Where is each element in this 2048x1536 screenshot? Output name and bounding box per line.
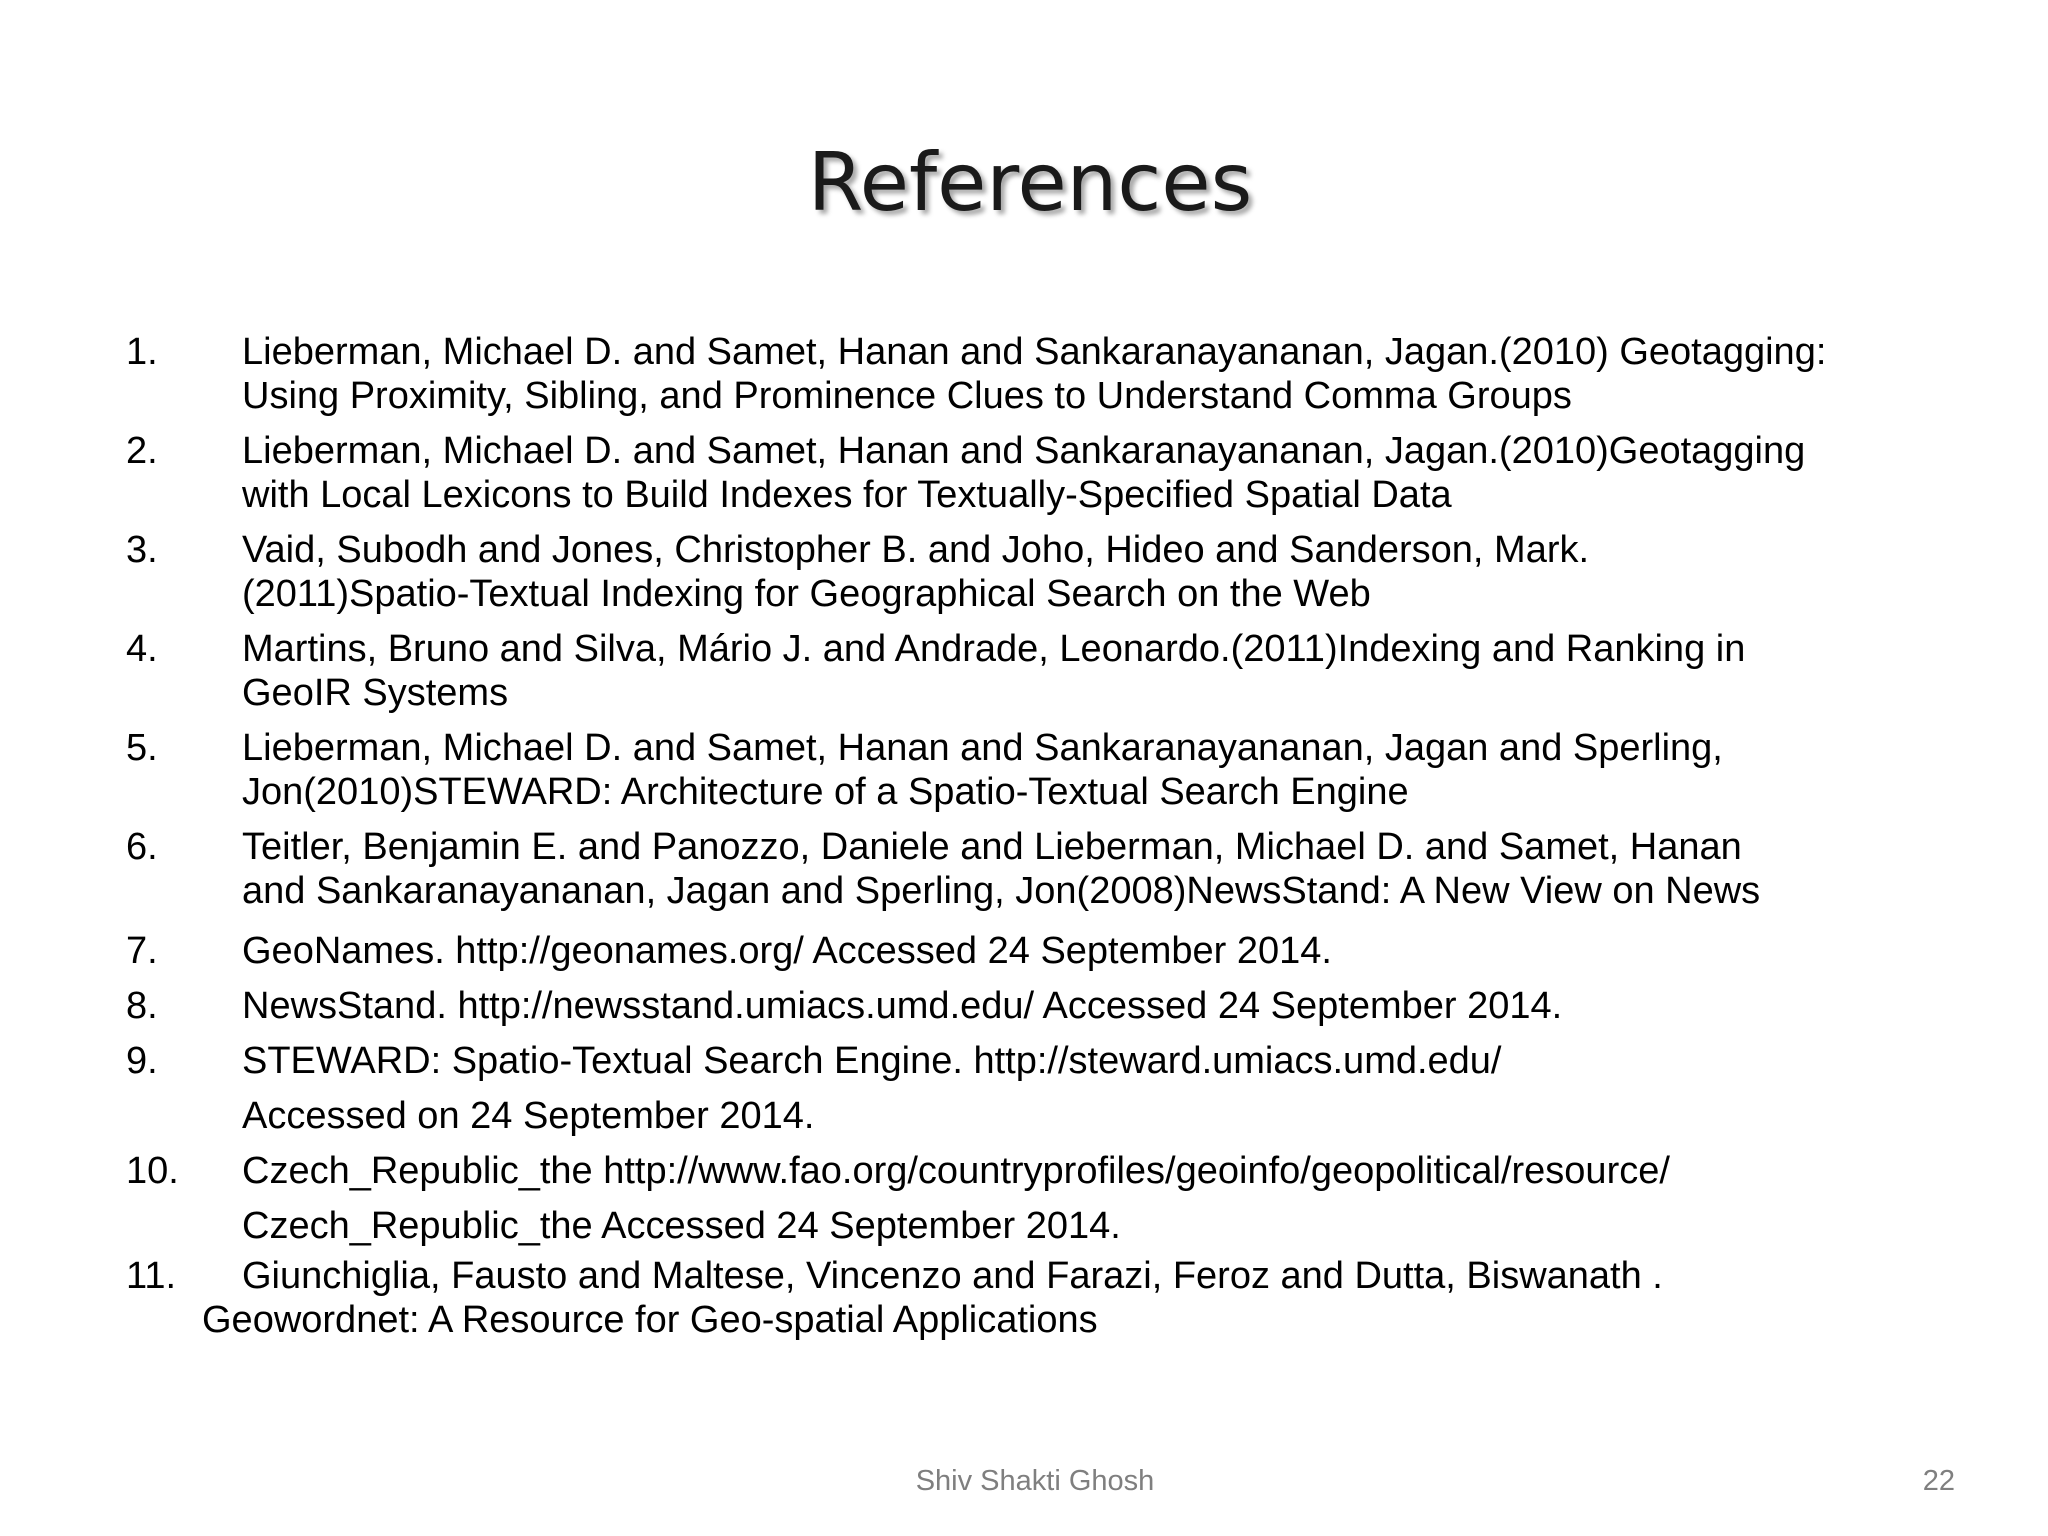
reference-list <box>126 330 1976 1353</box>
reference-item-11 <box>126 1254 1976 1342</box>
reference-text-line: GeoNames. http://geonames.org/ Accessed 24 September 2014. <box>242 930 1332 972</box>
reference-text-line: with Local Lexicons to Build Indexes for Textually-Specified Spatial Data <box>242 474 1452 516</box>
reference-text-line: Czech_Republic_the Accessed 24 September 2014. <box>242 1205 1121 1247</box>
reference-number: 9. <box>126 1040 158 1082</box>
reference-text-line: Giunchiglia, Fausto and Maltese, Vincenzo and Farazi, Feroz and Dutta, Biswanath . <box>242 1255 1663 1297</box>
reference-text-line: Czech_Republic_the http://www.fao.org/countryprofiles/geoinfo/geopolitical/resource/ <box>242 1150 1670 1192</box>
reference-item-3 <box>126 528 1976 616</box>
reference-text-line: Lieberman, Michael D. and Samet, Hanan and Sankaranayananan, Jagan.(2010) Geotagging: <box>242 331 1827 373</box>
reference-text-line: Jon(2010)STEWARD: Architecture of a Spatio-Textual Search Engine <box>242 771 1409 813</box>
reference-number: 2. <box>126 430 158 472</box>
slide-number: 22 <box>1922 1465 1955 1497</box>
slide-title: References <box>807 136 1253 229</box>
reference-number: 8. <box>126 985 158 1027</box>
reference-item-8 <box>126 979 1976 1034</box>
reference-item-6 <box>126 825 1976 913</box>
reference-text-line: NewsStand. http://newsstand.umiacs.umd.edu/ Accessed 24 September 2014. <box>242 985 1563 1027</box>
reference-number: 7. <box>126 930 158 972</box>
reference-number: 6. <box>126 826 158 868</box>
slide-footer <box>0 1465 2048 1505</box>
reference-item-4 <box>126 627 1976 715</box>
reference-number: 4. <box>126 628 158 670</box>
reference-number: 1. <box>126 331 158 373</box>
reference-text-line: STEWARD: Spatio-Textual Search Engine. http://steward.umiacs.umd.edu/ <box>242 1040 1502 1082</box>
reference-text-line: GeoIR Systems <box>242 672 509 714</box>
reference-text-line: Teitler, Benjamin E. and Panozzo, Daniele and Lieberman, Michael D. and Samet, Hanan <box>242 826 1742 868</box>
reference-item-5 <box>126 726 1976 814</box>
reference-text-line: and Sankaranayananan, Jagan and Sperling, Jon(2008)NewsStand: A New View on News <box>242 870 1761 912</box>
reference-text-line: Vaid, Subodh and Jones, Christopher B. and Joho, Hideo and Sanderson, Mark. <box>242 529 1590 571</box>
reference-item-10 <box>126 1144 1976 1254</box>
reference-text-line: Lieberman, Michael D. and Samet, Hanan and Sankaranayananan, Jagan and Sperling, <box>242 727 1723 769</box>
reference-number: 11. <box>126 1255 177 1297</box>
reference-item-2 <box>126 429 1976 517</box>
reference-text-line: (2011)Spatio-Textual Indexing for Geographical Search on the Web <box>242 573 1371 615</box>
reference-text-line: Accessed on 24 September 2014. <box>242 1095 815 1137</box>
reference-text-line: Using Proximity, Sibling, and Prominence Clues to Understand Comma Groups <box>242 375 1572 417</box>
reference-number: 3. <box>126 529 158 571</box>
reference-item-7 <box>126 924 1976 979</box>
reference-text-line: Geowordnet: A Resource for Geo-spatial Applications <box>202 1299 1098 1341</box>
reference-number: 10. <box>126 1150 179 1192</box>
reference-item-1 <box>126 330 1976 418</box>
reference-number: 5. <box>126 727 158 769</box>
reference-text-line: Lieberman, Michael D. and Samet, Hanan and Sankaranayananan, Jagan.(2010)Geotagging <box>242 430 1806 472</box>
reference-text-line: Martins, Bruno and Silva, Mário J. and Andrade, Leonardo.(2011)Indexing and Ranking in <box>242 628 1746 670</box>
reference-item-9 <box>126 1034 1976 1144</box>
footer-author: Shiv Shakti Ghosh <box>915 1465 1155 1497</box>
